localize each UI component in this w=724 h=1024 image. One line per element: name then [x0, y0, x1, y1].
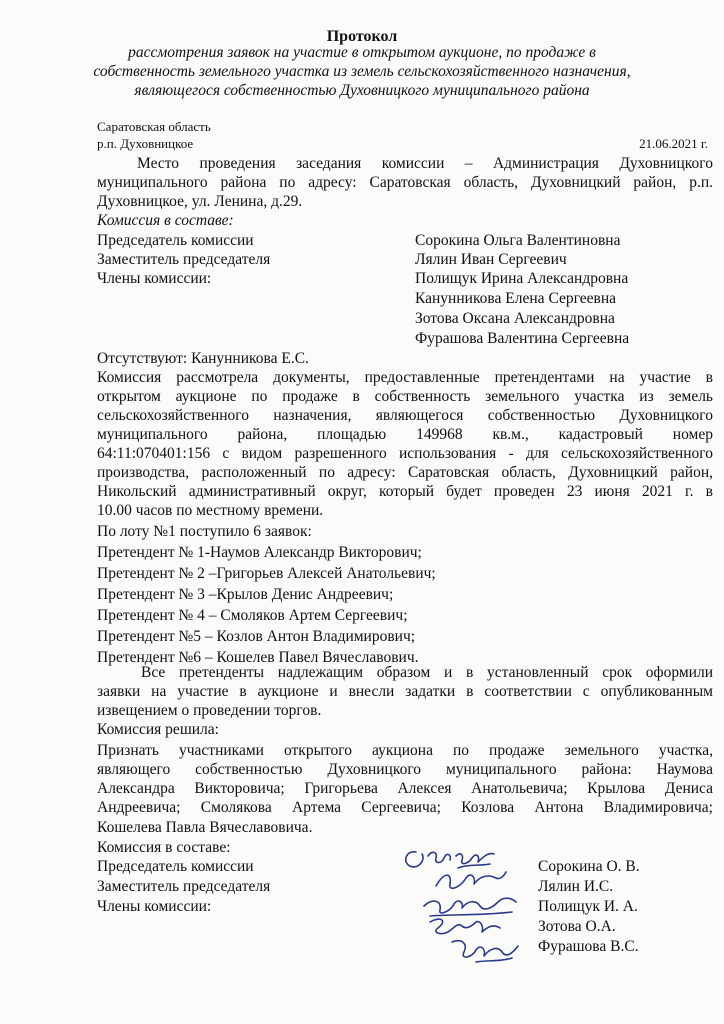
decision-line: Андреевича; Смолякова Артема Сергеевича; Козлова Антона Владимировича; [97, 799, 713, 816]
region-label: Саратовская область [97, 119, 211, 134]
review-line: 10.00 часов по местному времени. [97, 502, 324, 519]
decision-line: являющего собственностью Духовницкого муниципального района: Наумова [97, 761, 713, 778]
signatory-name: Зотова О.А. [538, 918, 616, 935]
applicant-line: Претендент №6 – Кошелев Павел Вячеславович. [97, 649, 419, 666]
applicant-line: Претендент № 2 –Григорьев Алексей Анатольевич; [97, 565, 436, 582]
decision-line: Признать участниками открытого аукциона по продаже земельного участка, [97, 742, 713, 759]
review-line: Никольский административный округ, который будет проведен 23 июня 2021 г. в [97, 483, 713, 500]
venue-line: муниципального района по адресу: Саратовская область, Духовницкий район, р.п. [97, 174, 713, 191]
applicant-line: Претендент № 4 – Смоляков Артем Сергеевич; [97, 607, 408, 624]
signatory-name: Фурашова В.С. [538, 938, 639, 955]
applicant-line: Претендент №5 – Козлов Антон Владимирович; [97, 628, 416, 645]
member-name: Зотова Оксана Александровна [415, 310, 615, 327]
deputy-role: Заместитель председателя [97, 251, 271, 268]
signature-deputy-role: Заместитель председателя [97, 878, 271, 895]
review-line: 64:11:070401:156 с видом разрешенного использования - для сельскохозяйственного [97, 445, 713, 462]
deputy-name: Лялин Иван Сергеевич [415, 251, 567, 268]
review-line: Комиссия рассмотрела документы, предоставленные претендентами на участие в [97, 369, 713, 386]
signatory-name: Полищук И. А. [538, 898, 638, 915]
town-label: р.п. Духовницкое [97, 136, 194, 151]
members-role: Члены комиссии: [97, 270, 212, 287]
lot-summary: По лоту №1 поступило 6 заявок: [97, 523, 312, 540]
venue-line: Место проведения заседания комиссии – Администрация Духовницкого [137, 155, 713, 172]
applicant-line: Претендент № 3 –Крылов Денис Андреевич; [97, 586, 394, 603]
review-line: сельскохозяйственного назначения, являющегося собственностью Духовницкого [97, 407, 713, 424]
applicant-line: Претендент № 1-Наумов Александр Викторович; [97, 544, 422, 561]
member-name: Полищук Ирина Александровна [415, 270, 629, 287]
signature-member-3 [446, 934, 526, 966]
review-line: открытом аукционе по продаже в собственность земельного участка из земель [97, 388, 713, 405]
absent-note: Отсутствуют: Канунникова Е.С. [97, 350, 309, 367]
signatory-name: Сорокина О. В. [538, 858, 640, 875]
review-line: муниципального района, площадью 149968 кв.м., кадастровый номер [97, 426, 713, 443]
signature-members-role: Члены комиссии: [97, 898, 212, 915]
chair-name: Сорокина Ольга Валентиновна [415, 232, 621, 249]
commission-heading: Комиссия в составе: [97, 212, 234, 229]
compliance-line: заявки на участие в аукционе и внесли задатки в соответствии с опубликованным [97, 683, 713, 700]
subtitle-line: рассмотрения заявок на участие в открытом аукционе, по продаже в [128, 44, 596, 61]
compliance-line: Все претенденты надлежащим образом и в установленный срок оформили [141, 664, 713, 681]
decision-line: Кошелева Павла Вячеславовича. [97, 819, 313, 836]
signature-heading: Комиссия в составе: [97, 839, 231, 856]
decision-line: Александра Викторовича; Григорьева Алексея Анатольевича; Крылова Дениса [97, 780, 713, 797]
subtitle-line: собственность земельного участка из земель сельскохозяйственного назначения, [93, 63, 631, 80]
subtitle-line: являющегося собственностью Духовницкого муниципального района [134, 82, 590, 99]
venue-line: Духовницкое, ул. Ленина, д.29. [97, 193, 303, 210]
document-date: 21.06.2021 г. [639, 136, 708, 151]
member-name: Фурашова Валентина Сергеевна [415, 330, 630, 347]
chair-role: Председатель комиссии [97, 232, 254, 249]
compliance-line: извещением о проведении торгов. [97, 702, 322, 719]
review-line: производства, расположенный по адресу: Саратовская область, Духовницкий район, [97, 464, 713, 481]
document-subtitle [60, 43, 664, 100]
decision-heading: Комиссия решила: [97, 721, 219, 738]
member-name: Канунникова Елена Сергеевна [415, 290, 617, 307]
signatory-name: Лялин И.С. [538, 878, 614, 895]
signature-chair-role: Председатель комиссии [97, 858, 254, 875]
document-title: Протокол [326, 28, 398, 45]
